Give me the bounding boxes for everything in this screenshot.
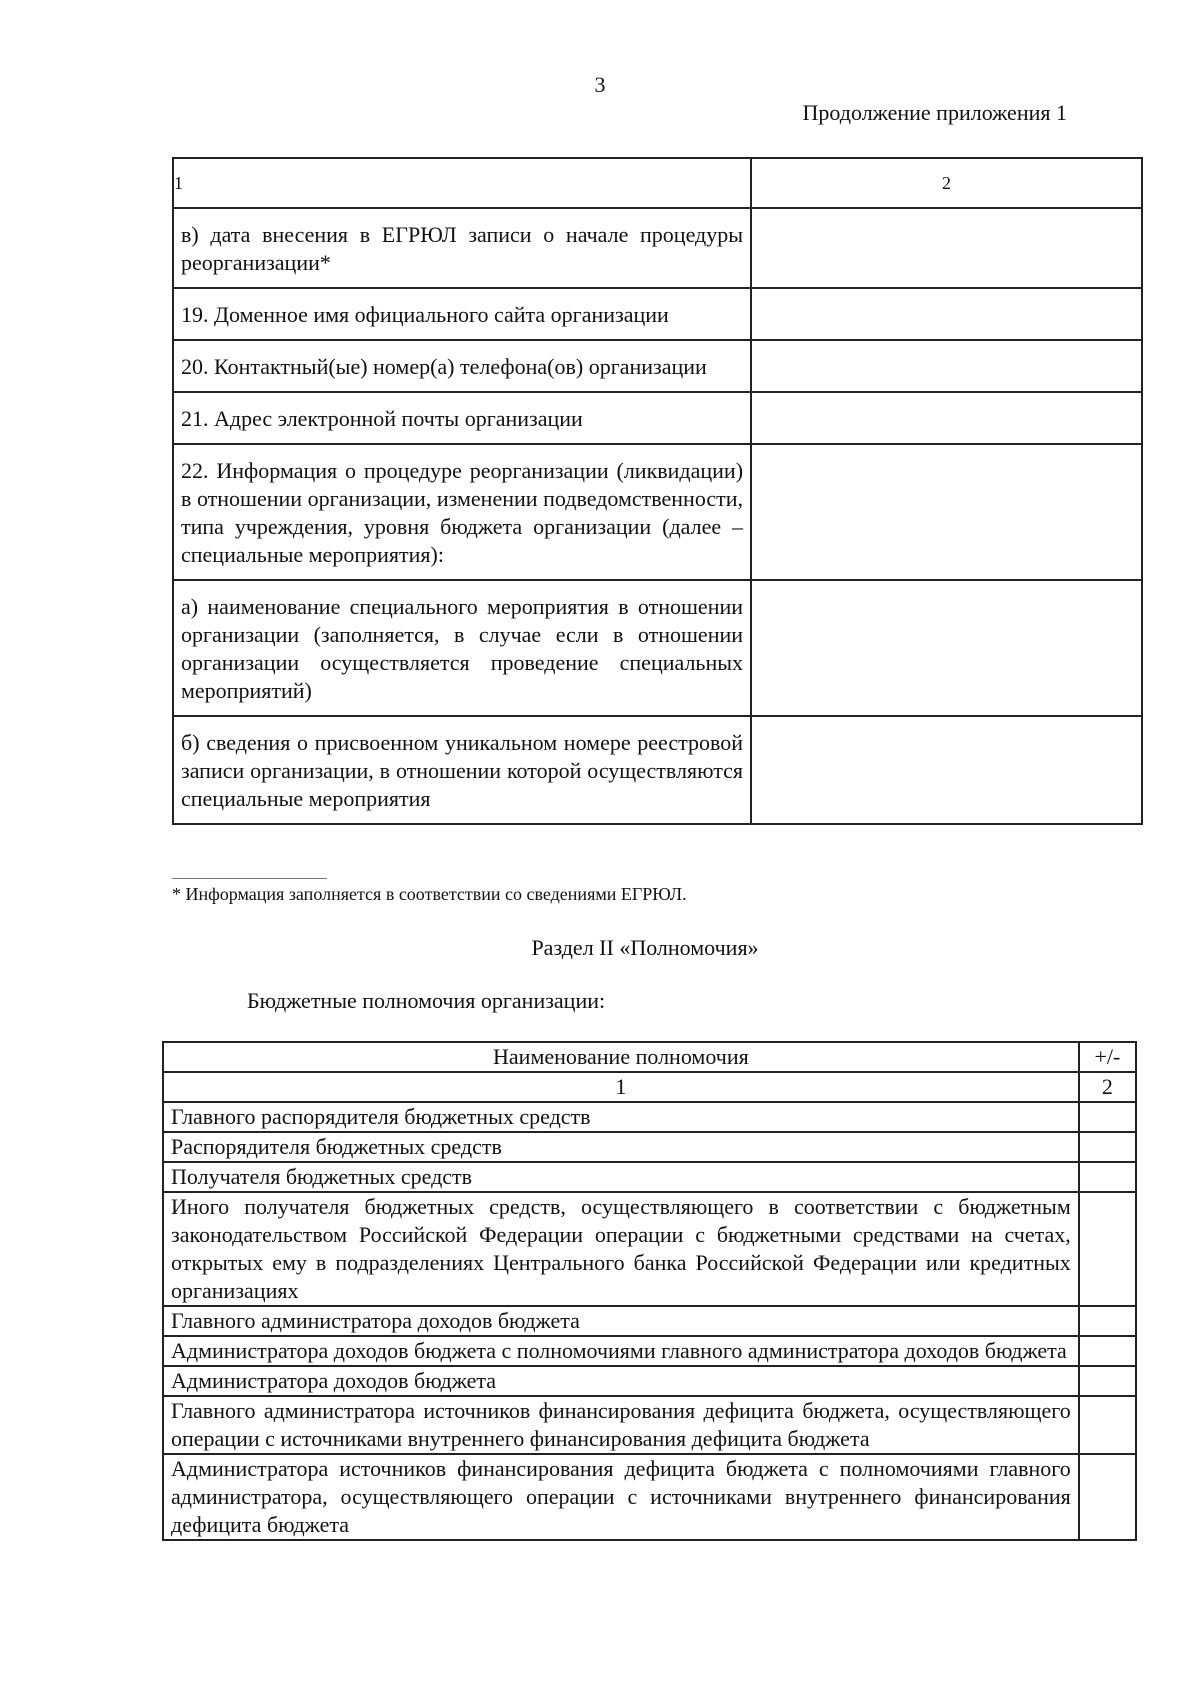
table-row [173,340,1142,392]
value-cell[interactable] [751,444,1142,580]
power-label: Получателя бюджетных средств [163,1162,1079,1192]
value-cell[interactable] [751,716,1142,824]
power-label: Главного администратора доходов бюджета [163,1306,1079,1336]
row-label-registry-number: б) сведения о присвоенном уникальном номере реестровой записи организации, в отношении которой осуществляются специальные мероприятия [173,716,751,824]
value-cell[interactable] [751,340,1142,392]
table-row [163,1192,1136,1306]
power-label: Главного администратора источников финансирования дефицита бюджета, осуществляющего операции с источниками внутреннего финансирования дефицита бюджета [163,1396,1079,1454]
power-label: Главного распорядителя бюджетных средств [163,1102,1079,1132]
powers-table [162,1041,1137,1541]
row-label-email: 21. Адрес электронной почты организации [173,392,751,444]
table-row [163,1336,1136,1366]
row-label-domain: 19. Доменное имя официального сайта организации [173,288,751,340]
value-cell[interactable] [751,392,1142,444]
table-row [163,1396,1136,1454]
table-row [163,1306,1136,1336]
table-row [173,716,1142,824]
column-number-2: 2 [1079,1072,1136,1102]
power-mark-cell[interactable] [1079,1366,1136,1396]
column-header-1: 1 [173,158,751,208]
value-cell[interactable] [751,580,1142,716]
power-mark-cell[interactable] [1079,1192,1136,1306]
page-number: 3 [594,72,606,97]
row-label-reorg-date: в) дата внесения в ЕГРЮЛ записи о начале процедуры реорганизации* [173,208,751,288]
value-cell[interactable] [751,208,1142,288]
power-label: Иного получателя бюджетных средств, осуществляющего в соответствии с бюджетным законодательством Российской Федерации операции с бюджетными средствами на счетах, открытых ему в подразделениях Центрального банка Российской Федерации или кредитных организациях [163,1192,1079,1306]
power-mark-cell[interactable] [1079,1454,1136,1540]
table-row [173,392,1142,444]
continuation-note: Продолжение приложения 1 [802,100,1067,125]
power-label: Администратора доходов бюджета [163,1366,1079,1396]
table-header-row [163,1042,1136,1072]
table-row [173,580,1142,716]
table-row [163,1132,1136,1162]
column-number-1: 1 [163,1072,1079,1102]
power-mark-cell[interactable] [1079,1102,1136,1132]
row-label-special-measures: 22. Информация о процедуре реорганизации (ликвидации) в отношении организации, изменении подведомственности, типа учреждения, уровня бюджета организации (далее – специальные мероприятия): [173,444,751,580]
organization-info-table [172,157,1143,825]
value-cell[interactable] [751,288,1142,340]
power-mark-cell[interactable] [1079,1336,1136,1366]
power-mark-cell[interactable] [1079,1132,1136,1162]
row-label-measure-name: а) наименование специального мероприятия в отношении организации (заполняется, в случае если в отношении организации осуществляется проведение специальных мероприятий) [173,580,751,716]
power-mark-cell[interactable] [1079,1306,1136,1336]
table-row [163,1366,1136,1396]
section-lead: Бюджетные полномочия организации: [247,988,606,1013]
footnote-divider [172,878,327,879]
table-row [173,208,1142,288]
footnote: * Информация заполняется в соответствии со сведениями ЕГРЮЛ. [172,884,687,904]
section-title: Раздел II «Полномочия» [531,935,759,960]
power-label: Администратора доходов бюджета с полномочиями главного администратора доходов бюджета [163,1336,1079,1366]
table-row [173,444,1142,580]
power-label: Администратора источников финансирования дефицита бюджета с полномочиями главного администратора, осуществляющего операции с источниками внутреннего финансирования дефицита бюджета [163,1454,1079,1540]
table-row [163,1102,1136,1132]
column-header-plus-minus: +/- [1079,1042,1136,1072]
column-numbers-row [163,1072,1136,1102]
power-mark-cell[interactable] [1079,1162,1136,1192]
column-header-name: Наименование полномочия [163,1042,1079,1072]
column-header-2: 2 [751,158,1142,208]
table-header-row [173,158,1142,208]
power-label: Распорядителя бюджетных средств [163,1132,1079,1162]
power-mark-cell[interactable] [1079,1396,1136,1454]
table-row [163,1162,1136,1192]
table-row [163,1454,1136,1540]
row-label-phone: 20. Контактный(ые) номер(а) телефона(ов) организации [173,340,751,392]
table-row [173,288,1142,340]
